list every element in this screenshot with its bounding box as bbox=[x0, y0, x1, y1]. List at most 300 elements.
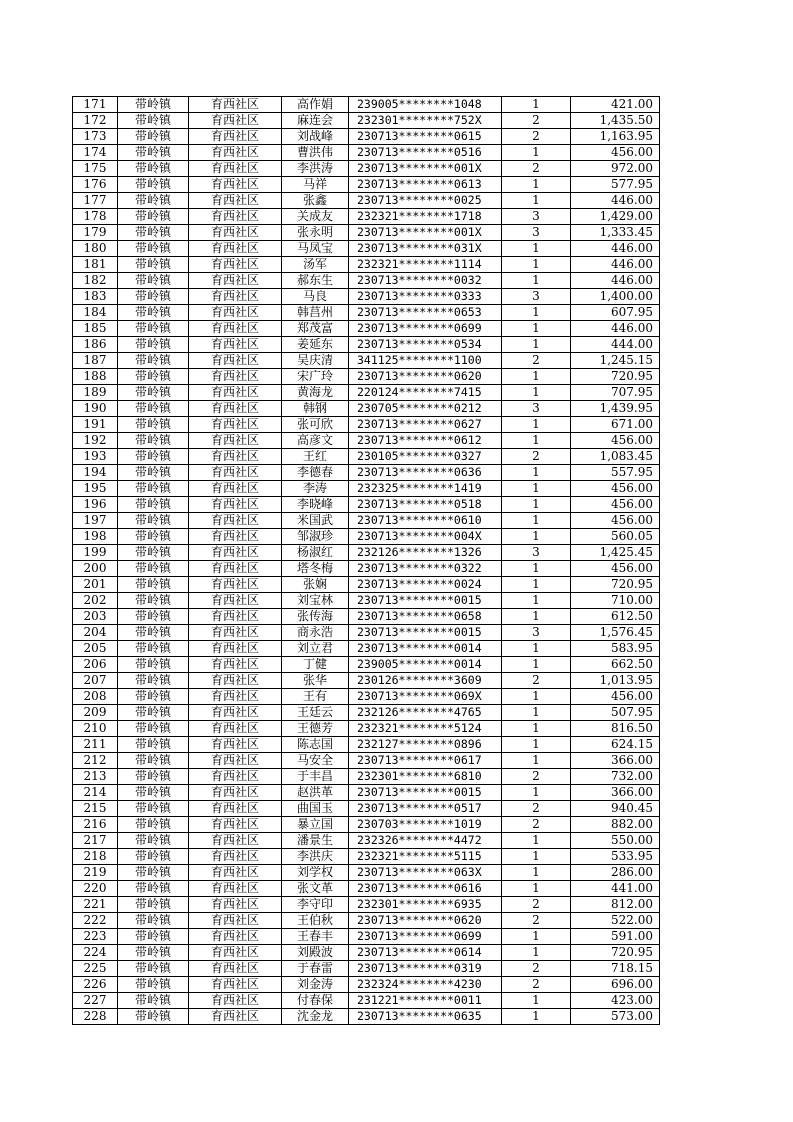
community-cell: 育西社区 bbox=[189, 689, 282, 705]
community-cell: 育西社区 bbox=[189, 337, 282, 353]
amount-cell: 1,425.45 bbox=[571, 545, 660, 561]
town-cell: 带岭镇 bbox=[118, 785, 189, 801]
table-row bbox=[73, 641, 660, 657]
table-row bbox=[73, 433, 660, 449]
table-row bbox=[73, 577, 660, 593]
amount-cell: 1,400.00 bbox=[571, 289, 660, 305]
amount-cell: 732.00 bbox=[571, 769, 660, 785]
town-cell: 带岭镇 bbox=[118, 209, 189, 225]
amount-cell: 550.00 bbox=[571, 833, 660, 849]
community-cell: 育西社区 bbox=[189, 897, 282, 913]
town-cell: 带岭镇 bbox=[118, 849, 189, 865]
town-cell: 带岭镇 bbox=[118, 993, 189, 1009]
name-cell: 曲国玉 bbox=[282, 801, 349, 817]
household-count-cell: 1 bbox=[502, 1009, 571, 1025]
id-number-cell: 230713********0614 bbox=[349, 945, 502, 961]
table-row bbox=[73, 785, 660, 801]
name-cell: 张永明 bbox=[282, 225, 349, 241]
amount-cell: 286.00 bbox=[571, 865, 660, 881]
town-cell: 带岭镇 bbox=[118, 465, 189, 481]
town-cell: 带岭镇 bbox=[118, 817, 189, 833]
amount-cell: 1,439.95 bbox=[571, 401, 660, 417]
household-count-cell: 1 bbox=[502, 433, 571, 449]
row-number: 215 bbox=[73, 801, 118, 817]
id-number-cell: 341125********1100 bbox=[349, 353, 502, 369]
town-cell: 带岭镇 bbox=[118, 241, 189, 257]
name-cell: 张传海 bbox=[282, 609, 349, 625]
town-cell: 带岭镇 bbox=[118, 833, 189, 849]
community-cell: 育西社区 bbox=[189, 673, 282, 689]
town-cell: 带岭镇 bbox=[118, 145, 189, 161]
amount-cell: 366.00 bbox=[571, 753, 660, 769]
table-row bbox=[73, 689, 660, 705]
amount-cell: 456.00 bbox=[571, 513, 660, 529]
name-cell: 塔冬梅 bbox=[282, 561, 349, 577]
household-count-cell: 1 bbox=[502, 193, 571, 209]
amount-cell: 366.00 bbox=[571, 785, 660, 801]
town-cell: 带岭镇 bbox=[118, 161, 189, 177]
amount-cell: 507.95 bbox=[571, 705, 660, 721]
row-number: 200 bbox=[73, 561, 118, 577]
row-number: 172 bbox=[73, 113, 118, 129]
row-number: 211 bbox=[73, 737, 118, 753]
id-number-cell: 232126********1326 bbox=[349, 545, 502, 561]
name-cell: 吴庆清 bbox=[282, 353, 349, 369]
amount-cell: 444.00 bbox=[571, 337, 660, 353]
table-row bbox=[73, 513, 660, 529]
row-number: 222 bbox=[73, 913, 118, 929]
household-count-cell: 2 bbox=[502, 161, 571, 177]
row-number: 201 bbox=[73, 577, 118, 593]
name-cell: 王红 bbox=[282, 449, 349, 465]
name-cell: 张华 bbox=[282, 673, 349, 689]
table-row bbox=[73, 273, 660, 289]
amount-cell: 573.00 bbox=[571, 1009, 660, 1025]
household-count-cell: 1 bbox=[502, 177, 571, 193]
town-cell: 带岭镇 bbox=[118, 321, 189, 337]
household-count-cell: 1 bbox=[502, 657, 571, 673]
table-row bbox=[73, 145, 660, 161]
household-count-cell: 2 bbox=[502, 961, 571, 977]
household-count-cell: 2 bbox=[502, 673, 571, 689]
community-cell: 育西社区 bbox=[189, 737, 282, 753]
id-number-cell: 230713********031X bbox=[349, 241, 502, 257]
amount-cell: 560.05 bbox=[571, 529, 660, 545]
id-number-cell: 230713********0015 bbox=[349, 625, 502, 641]
name-cell: 马祥 bbox=[282, 177, 349, 193]
table-body bbox=[73, 97, 660, 1025]
id-number-cell: 220124********7415 bbox=[349, 385, 502, 401]
table-row bbox=[73, 817, 660, 833]
table-row bbox=[73, 929, 660, 945]
amount-cell: 624.15 bbox=[571, 737, 660, 753]
name-cell: 刘殿波 bbox=[282, 945, 349, 961]
id-number-cell: 230713********069X bbox=[349, 689, 502, 705]
table-row bbox=[73, 545, 660, 561]
id-number-cell: 230703********1019 bbox=[349, 817, 502, 833]
id-number-cell: 230713********0516 bbox=[349, 145, 502, 161]
town-cell: 带岭镇 bbox=[118, 545, 189, 561]
name-cell: 商永浩 bbox=[282, 625, 349, 641]
community-cell: 育西社区 bbox=[189, 113, 282, 129]
name-cell: 潘景生 bbox=[282, 833, 349, 849]
household-count-cell: 2 bbox=[502, 977, 571, 993]
community-cell: 育西社区 bbox=[189, 161, 282, 177]
town-cell: 带岭镇 bbox=[118, 865, 189, 881]
amount-cell: 557.95 bbox=[571, 465, 660, 481]
community-cell: 育西社区 bbox=[189, 849, 282, 865]
table-row bbox=[73, 193, 660, 209]
household-count-cell: 2 bbox=[502, 449, 571, 465]
name-cell: 陈志国 bbox=[282, 737, 349, 753]
community-cell: 育西社区 bbox=[189, 913, 282, 929]
town-cell: 带岭镇 bbox=[118, 497, 189, 513]
table-row bbox=[73, 561, 660, 577]
id-number-cell: 232321********5115 bbox=[349, 849, 502, 865]
community-cell: 育西社区 bbox=[189, 385, 282, 401]
name-cell: 马良 bbox=[282, 289, 349, 305]
name-cell: 刘立君 bbox=[282, 641, 349, 657]
town-cell: 带岭镇 bbox=[118, 193, 189, 209]
name-cell: 刘金涛 bbox=[282, 977, 349, 993]
table-row bbox=[73, 625, 660, 641]
community-cell: 育西社区 bbox=[189, 785, 282, 801]
amount-cell: 1,576.45 bbox=[571, 625, 660, 641]
row-number: 198 bbox=[73, 529, 118, 545]
row-number: 213 bbox=[73, 769, 118, 785]
household-count-cell: 1 bbox=[502, 97, 571, 113]
row-number: 190 bbox=[73, 401, 118, 417]
id-number-cell: 230713********0699 bbox=[349, 929, 502, 945]
community-cell: 育西社区 bbox=[189, 273, 282, 289]
household-count-cell: 3 bbox=[502, 545, 571, 561]
id-number-cell: 230713********0014 bbox=[349, 641, 502, 657]
amount-cell: 816.50 bbox=[571, 721, 660, 737]
name-cell: 郑茂富 bbox=[282, 321, 349, 337]
household-count-cell: 1 bbox=[502, 737, 571, 753]
community-cell: 育西社区 bbox=[189, 881, 282, 897]
name-cell: 王廷云 bbox=[282, 705, 349, 721]
name-cell: 宋广玲 bbox=[282, 369, 349, 385]
id-number-cell: 230705********0212 bbox=[349, 401, 502, 417]
household-count-cell: 2 bbox=[502, 913, 571, 929]
name-cell: 李晓峰 bbox=[282, 497, 349, 513]
town-cell: 带岭镇 bbox=[118, 945, 189, 961]
household-count-cell: 2 bbox=[502, 769, 571, 785]
amount-cell: 446.00 bbox=[571, 193, 660, 209]
row-number: 226 bbox=[73, 977, 118, 993]
town-cell: 带岭镇 bbox=[118, 961, 189, 977]
row-number: 223 bbox=[73, 929, 118, 945]
name-cell: 李洪庆 bbox=[282, 849, 349, 865]
name-cell: 高彦文 bbox=[282, 433, 349, 449]
table-row bbox=[73, 721, 660, 737]
town-cell: 带岭镇 bbox=[118, 289, 189, 305]
community-cell: 育西社区 bbox=[189, 465, 282, 481]
community-cell: 育西社区 bbox=[189, 545, 282, 561]
community-cell: 育西社区 bbox=[189, 369, 282, 385]
name-cell: 高作娟 bbox=[282, 97, 349, 113]
row-number: 186 bbox=[73, 337, 118, 353]
id-number-cell: 230713********063X bbox=[349, 865, 502, 881]
table-row bbox=[73, 353, 660, 369]
table-row bbox=[73, 113, 660, 129]
amount-cell: 1,435.50 bbox=[571, 113, 660, 129]
table-row bbox=[73, 369, 660, 385]
row-number: 217 bbox=[73, 833, 118, 849]
row-number: 219 bbox=[73, 865, 118, 881]
community-cell: 育西社区 bbox=[189, 449, 282, 465]
id-number-cell: 232321********1718 bbox=[349, 209, 502, 225]
id-number-cell: 230713********0615 bbox=[349, 129, 502, 145]
amount-cell: 446.00 bbox=[571, 241, 660, 257]
id-number-cell: 230713********001X bbox=[349, 161, 502, 177]
household-count-cell: 1 bbox=[502, 465, 571, 481]
amount-cell: 696.00 bbox=[571, 977, 660, 993]
community-cell: 育西社区 bbox=[189, 561, 282, 577]
id-number-cell: 230713********0015 bbox=[349, 593, 502, 609]
amount-cell: 456.00 bbox=[571, 561, 660, 577]
id-number-cell: 230713********0322 bbox=[349, 561, 502, 577]
town-cell: 带岭镇 bbox=[118, 641, 189, 657]
id-number-cell: 232126********4765 bbox=[349, 705, 502, 721]
town-cell: 带岭镇 bbox=[118, 337, 189, 353]
household-count-cell: 1 bbox=[502, 241, 571, 257]
row-number: 221 bbox=[73, 897, 118, 913]
community-cell: 育西社区 bbox=[189, 433, 282, 449]
community-cell: 育西社区 bbox=[189, 961, 282, 977]
row-number: 207 bbox=[73, 673, 118, 689]
amount-cell: 1,163.95 bbox=[571, 129, 660, 145]
table-row bbox=[73, 225, 660, 241]
household-count-cell: 3 bbox=[502, 401, 571, 417]
household-count-cell: 1 bbox=[502, 945, 571, 961]
name-cell: 付春保 bbox=[282, 993, 349, 1009]
id-number-cell: 230713********0620 bbox=[349, 913, 502, 929]
row-number: 197 bbox=[73, 513, 118, 529]
id-number-cell: 230713********0617 bbox=[349, 753, 502, 769]
amount-cell: 1,245.15 bbox=[571, 353, 660, 369]
row-number: 205 bbox=[73, 641, 118, 657]
amount-cell: 456.00 bbox=[571, 689, 660, 705]
amount-cell: 972.00 bbox=[571, 161, 660, 177]
table-row bbox=[73, 337, 660, 353]
id-number-cell: 230713********0024 bbox=[349, 577, 502, 593]
community-cell: 育西社区 bbox=[189, 417, 282, 433]
community-cell: 育西社区 bbox=[189, 145, 282, 161]
table-row bbox=[73, 129, 660, 145]
name-cell: 郝东生 bbox=[282, 273, 349, 289]
amount-cell: 662.50 bbox=[571, 657, 660, 673]
amount-cell: 1,083.45 bbox=[571, 449, 660, 465]
table-row bbox=[73, 177, 660, 193]
id-number-cell: 230713********0025 bbox=[349, 193, 502, 209]
town-cell: 带岭镇 bbox=[118, 385, 189, 401]
name-cell: 韩莒州 bbox=[282, 305, 349, 321]
community-cell: 育西社区 bbox=[189, 289, 282, 305]
community-cell: 育西社区 bbox=[189, 209, 282, 225]
row-number: 171 bbox=[73, 97, 118, 113]
town-cell: 带岭镇 bbox=[118, 257, 189, 273]
community-cell: 育西社区 bbox=[189, 609, 282, 625]
table-row bbox=[73, 497, 660, 513]
household-count-cell: 1 bbox=[502, 929, 571, 945]
row-number: 177 bbox=[73, 193, 118, 209]
amount-cell: 607.95 bbox=[571, 305, 660, 321]
community-cell: 育西社区 bbox=[189, 641, 282, 657]
row-number: 195 bbox=[73, 481, 118, 497]
row-number: 179 bbox=[73, 225, 118, 241]
id-number-cell: 230105********0327 bbox=[349, 449, 502, 465]
name-cell: 王有 bbox=[282, 689, 349, 705]
town-cell: 带岭镇 bbox=[118, 433, 189, 449]
household-count-cell: 1 bbox=[502, 321, 571, 337]
table-row bbox=[73, 465, 660, 481]
amount-cell: 718.15 bbox=[571, 961, 660, 977]
community-cell: 育西社区 bbox=[189, 353, 282, 369]
id-number-cell: 232324********4230 bbox=[349, 977, 502, 993]
id-number-cell: 232321********1114 bbox=[349, 257, 502, 273]
table-row bbox=[73, 385, 660, 401]
row-number: 189 bbox=[73, 385, 118, 401]
town-cell: 带岭镇 bbox=[118, 97, 189, 113]
community-cell: 育西社区 bbox=[189, 657, 282, 673]
amount-cell: 446.00 bbox=[571, 321, 660, 337]
amount-cell: 441.00 bbox=[571, 881, 660, 897]
id-number-cell: 230713********0032 bbox=[349, 273, 502, 289]
town-cell: 带岭镇 bbox=[118, 593, 189, 609]
id-number-cell: 230713********0699 bbox=[349, 321, 502, 337]
town-cell: 带岭镇 bbox=[118, 577, 189, 593]
row-number: 220 bbox=[73, 881, 118, 897]
name-cell: 王德芳 bbox=[282, 721, 349, 737]
name-cell: 暴立国 bbox=[282, 817, 349, 833]
row-number: 199 bbox=[73, 545, 118, 561]
household-count-cell: 1 bbox=[502, 593, 571, 609]
town-cell: 带岭镇 bbox=[118, 753, 189, 769]
id-number-cell: 232325********1419 bbox=[349, 481, 502, 497]
household-count-cell: 1 bbox=[502, 641, 571, 657]
row-number: 183 bbox=[73, 289, 118, 305]
row-number: 174 bbox=[73, 145, 118, 161]
name-cell: 于丰昌 bbox=[282, 769, 349, 785]
amount-cell: 707.95 bbox=[571, 385, 660, 401]
id-number-cell: 230713********0015 bbox=[349, 785, 502, 801]
table-row bbox=[73, 97, 660, 113]
town-cell: 带岭镇 bbox=[118, 705, 189, 721]
household-count-cell: 1 bbox=[502, 369, 571, 385]
table-row bbox=[73, 321, 660, 337]
row-number: 184 bbox=[73, 305, 118, 321]
id-number-cell: 232301********6810 bbox=[349, 769, 502, 785]
community-cell: 育西社区 bbox=[189, 193, 282, 209]
town-cell: 带岭镇 bbox=[118, 177, 189, 193]
amount-cell: 720.95 bbox=[571, 369, 660, 385]
household-count-cell: 1 bbox=[502, 609, 571, 625]
amount-cell: 456.00 bbox=[571, 481, 660, 497]
id-number-cell: 230713********0517 bbox=[349, 801, 502, 817]
row-number: 204 bbox=[73, 625, 118, 641]
town-cell: 带岭镇 bbox=[118, 513, 189, 529]
spreadsheet-page bbox=[72, 96, 660, 1025]
row-number: 187 bbox=[73, 353, 118, 369]
community-cell: 育西社区 bbox=[189, 257, 282, 273]
table-row bbox=[73, 993, 660, 1009]
table-row bbox=[73, 209, 660, 225]
household-count-cell: 2 bbox=[502, 129, 571, 145]
household-count-cell: 1 bbox=[502, 721, 571, 737]
community-cell: 育西社区 bbox=[189, 241, 282, 257]
table-row bbox=[73, 913, 660, 929]
name-cell: 马安全 bbox=[282, 753, 349, 769]
amount-cell: 456.00 bbox=[571, 433, 660, 449]
name-cell: 王伯秋 bbox=[282, 913, 349, 929]
table-row bbox=[73, 1009, 660, 1025]
id-number-cell: 230713********0610 bbox=[349, 513, 502, 529]
community-cell: 育西社区 bbox=[189, 769, 282, 785]
table-row bbox=[73, 305, 660, 321]
community-cell: 育西社区 bbox=[189, 945, 282, 961]
amount-cell: 1,013.95 bbox=[571, 673, 660, 689]
table-row bbox=[73, 801, 660, 817]
id-number-cell: 230713********0620 bbox=[349, 369, 502, 385]
household-count-cell: 1 bbox=[502, 529, 571, 545]
town-cell: 带岭镇 bbox=[118, 273, 189, 289]
household-count-cell: 1 bbox=[502, 561, 571, 577]
household-count-cell: 1 bbox=[502, 385, 571, 401]
id-number-cell: 230713********001X bbox=[349, 225, 502, 241]
town-cell: 带岭镇 bbox=[118, 689, 189, 705]
row-number: 188 bbox=[73, 369, 118, 385]
town-cell: 带岭镇 bbox=[118, 721, 189, 737]
name-cell: 麻连会 bbox=[282, 113, 349, 129]
town-cell: 带岭镇 bbox=[118, 1009, 189, 1025]
community-cell: 育西社区 bbox=[189, 721, 282, 737]
amount-cell: 710.00 bbox=[571, 593, 660, 609]
table-row bbox=[73, 401, 660, 417]
town-cell: 带岭镇 bbox=[118, 113, 189, 129]
row-number: 210 bbox=[73, 721, 118, 737]
id-number-cell: 230713********0636 bbox=[349, 465, 502, 481]
name-cell: 李德春 bbox=[282, 465, 349, 481]
row-number: 208 bbox=[73, 689, 118, 705]
table-row bbox=[73, 881, 660, 897]
table-row bbox=[73, 769, 660, 785]
community-cell: 育西社区 bbox=[189, 833, 282, 849]
id-number-cell: 232321********5124 bbox=[349, 721, 502, 737]
table-row bbox=[73, 657, 660, 673]
id-number-cell: 232301********6935 bbox=[349, 897, 502, 913]
town-cell: 带岭镇 bbox=[118, 673, 189, 689]
name-cell: 关成友 bbox=[282, 209, 349, 225]
household-count-cell: 1 bbox=[502, 705, 571, 721]
name-cell: 马凤宝 bbox=[282, 241, 349, 257]
row-number: 181 bbox=[73, 257, 118, 273]
table-row bbox=[73, 417, 660, 433]
town-cell: 带岭镇 bbox=[118, 881, 189, 897]
name-cell: 沈金龙 bbox=[282, 1009, 349, 1025]
table-row bbox=[73, 753, 660, 769]
household-count-cell: 1 bbox=[502, 513, 571, 529]
household-count-cell: 1 bbox=[502, 577, 571, 593]
town-cell: 带岭镇 bbox=[118, 401, 189, 417]
row-number: 175 bbox=[73, 161, 118, 177]
town-cell: 带岭镇 bbox=[118, 977, 189, 993]
household-count-cell: 2 bbox=[502, 801, 571, 817]
table-row bbox=[73, 705, 660, 721]
household-count-cell: 1 bbox=[502, 273, 571, 289]
community-cell: 育西社区 bbox=[189, 481, 282, 497]
